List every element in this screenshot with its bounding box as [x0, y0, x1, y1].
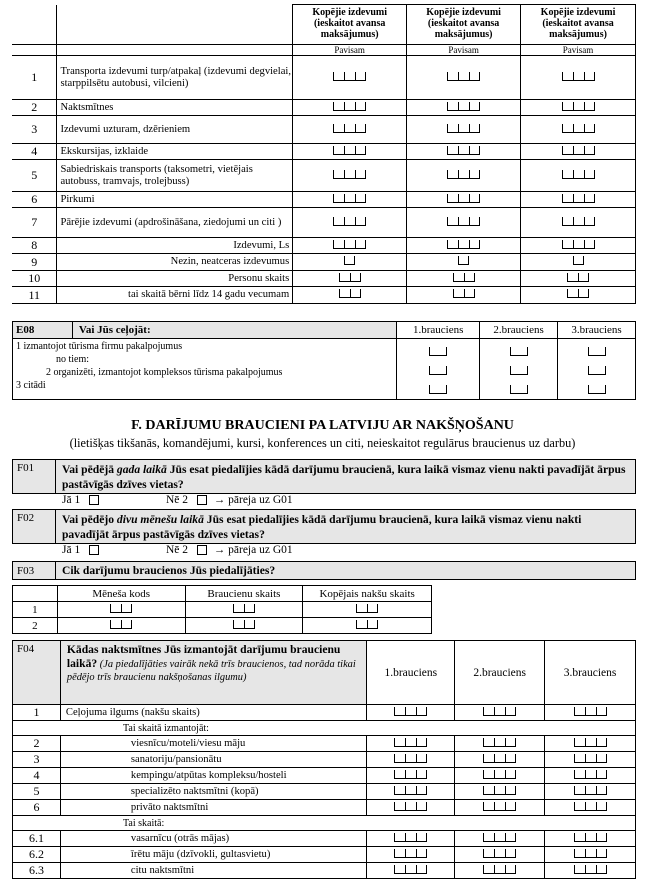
e08-trip-3: 3.brauciens [558, 322, 636, 339]
expense-table [12, 4, 636, 304]
f03-table [12, 585, 432, 634]
amount-input[interactable] [333, 194, 366, 203]
nights-input[interactable] [394, 865, 427, 874]
f04-row-num: 6.2 [13, 847, 61, 863]
amount-input[interactable] [562, 146, 595, 155]
nights-input[interactable] [483, 833, 516, 842]
f01-block [12, 459, 636, 494]
trip-count-input[interactable] [233, 620, 255, 629]
amount-input[interactable] [458, 256, 469, 265]
amount-cell [293, 287, 407, 304]
f04-row [13, 847, 636, 863]
nights-input[interactable] [574, 707, 607, 716]
amount-input[interactable] [562, 124, 595, 133]
nights-input[interactable] [394, 770, 427, 779]
row-label: tai skaitā bērni līdz 14 gadu vecumam [57, 287, 293, 304]
expense-row [12, 144, 636, 160]
row-num: 3 [12, 116, 57, 144]
row-label: Izdevumi, Ls [57, 238, 293, 254]
amount-cell [521, 144, 636, 160]
expense-row [12, 287, 636, 304]
amount-cell [293, 238, 407, 254]
row-label: Personu skaits [57, 271, 293, 287]
col-header-1: Kopējie izdevumi (ieskaitot avansa maksājumus) [293, 5, 407, 45]
row-num: 6 [12, 192, 57, 208]
f04-row [13, 863, 636, 879]
f03-row [13, 602, 432, 618]
amount-cell [521, 208, 636, 238]
amount-cell [407, 238, 521, 254]
row-num: 11 [12, 287, 57, 304]
f04-trip-3: 3.brauciens [545, 641, 636, 705]
f04-row [13, 784, 636, 800]
f01-question: Vai pēdējā gada laikā Jūs esat piedalījies kādā darījumu braucienā, kura laikā vismaz vienu nakti pavadījāt ārpus pastāvīgās dzīves vietas? [55, 460, 635, 494]
e08-box-3-2[interactable] [588, 366, 606, 375]
row-num: 10 [12, 271, 57, 287]
nights-input[interactable] [483, 770, 516, 779]
nights-input[interactable] [483, 849, 516, 858]
amount-input[interactable] [333, 240, 366, 249]
col-sub-2: Pavisam [407, 45, 521, 56]
f04-row-label: sanatoriju/pansionātu [60, 752, 366, 768]
expense-row [12, 208, 636, 238]
row-label: Ekskursijas, izklaide [57, 144, 293, 160]
f04-trip-1: 1.brauciens [367, 641, 455, 705]
f04-trip-2: 2.brauciens [455, 641, 545, 705]
amount-cell [293, 160, 407, 192]
nights-input[interactable] [483, 754, 516, 763]
expense-row [12, 238, 636, 254]
e08-question: Vai Jūs ceļojāt: [72, 322, 396, 339]
amount-input[interactable] [447, 102, 480, 111]
amount-input[interactable] [333, 146, 366, 155]
row-label: Transporta izdevumi turp/atpakaļ (izdevumi degvielai, starppilsētu autobusi, vilcieni) [57, 56, 293, 100]
f01-goto: → pāreja uz G01 [213, 494, 293, 506]
row-label: Pirkumi [57, 192, 293, 208]
amount-input[interactable] [447, 124, 480, 133]
amount-cell [293, 56, 407, 100]
e08-box-3-3[interactable] [588, 385, 606, 394]
nights-input[interactable] [483, 786, 516, 795]
section-f-subtitle: (lietišķas tikšanās, komandējumi, kursi, konferences un citi, neieskaitot regulārus braucienus uz darbu) [69, 436, 576, 450]
row-label: Izdevumi uzturam, dzērieniem [57, 116, 293, 144]
amount-input[interactable] [562, 72, 595, 81]
e08-box-2-1[interactable] [510, 347, 528, 356]
nights-input[interactable] [574, 833, 607, 842]
nights-input[interactable] [574, 849, 607, 858]
amount-cell [407, 192, 521, 208]
f02-code: F02 [13, 510, 56, 544]
f04-row-label: vasarnīcu (otrās mājas) [60, 831, 366, 847]
amount-input[interactable] [339, 289, 361, 298]
section-f-title: F. DARĪJUMU BRAUCIENI PA LATVIJU AR NAKŠŅOŠANU [131, 418, 514, 433]
f04-row-label: specializēto naktsmītni (kopā) [60, 784, 366, 800]
f03-block [12, 561, 636, 580]
amount-cell [521, 238, 636, 254]
expense-row [12, 271, 636, 287]
amount-cell [407, 56, 521, 100]
f03-row-num: 1 [13, 602, 58, 618]
f02-answers [62, 544, 293, 556]
amount-input[interactable] [333, 72, 366, 81]
amount-input[interactable] [562, 170, 595, 179]
e08-opt3: 3 citādi [16, 380, 46, 391]
f01-code: F01 [13, 460, 56, 494]
f04-row [13, 831, 636, 847]
f04-row-label: viesnīcu/moteli/viesu māju [60, 736, 366, 752]
f03-code: F03 [13, 562, 56, 580]
f04-row-num: 4 [13, 768, 61, 784]
blank-corner [12, 5, 57, 45]
trip-count-input[interactable] [233, 604, 255, 613]
e08-box-1-3[interactable] [429, 385, 447, 394]
f01-yes-box[interactable] [89, 495, 99, 505]
row-num: 1 [12, 56, 57, 100]
amount-cell [521, 160, 636, 192]
e08-box-2-3[interactable] [510, 385, 528, 394]
f03-row [13, 618, 432, 634]
f03-question: Cik darījumu braucienos Jūs piedalījāties? [55, 562, 635, 580]
f04-row-num: 6 [13, 800, 61, 816]
amount-cell [407, 271, 521, 287]
f04-row-num: 6.3 [13, 863, 61, 879]
f01-no-box[interactable] [197, 495, 207, 505]
nights-input[interactable] [574, 802, 607, 811]
f04-row-label: Ceļojuma ilgums (nakšu skaits) [60, 705, 366, 721]
col-sub-3: Pavisam [521, 45, 636, 56]
expense-row [12, 160, 636, 192]
f04-row-label: īrētu māju (dzīvokli, gultasvietu) [60, 847, 366, 863]
f01-yes: Jā 1 [62, 494, 81, 506]
amount-input[interactable] [562, 194, 595, 203]
amount-cell [407, 160, 521, 192]
f04-row-label: privāto naktsmītni [60, 800, 366, 816]
f02-block [12, 509, 636, 544]
row-label: Naktsmītnes [57, 100, 293, 116]
amount-input[interactable] [447, 194, 480, 203]
amount-input[interactable] [562, 217, 595, 226]
amount-input[interactable] [562, 102, 595, 111]
amount-cell [293, 192, 407, 208]
amount-input[interactable] [447, 240, 480, 249]
f02-yes: Jā 1 [62, 544, 81, 556]
amount-input[interactable] [573, 256, 584, 265]
f04-row-label: kempingu/atpūtas kompleksu/hosteli [60, 768, 366, 784]
nights-input[interactable] [394, 833, 427, 842]
amount-input[interactable] [567, 289, 589, 298]
f02-yes-box[interactable] [89, 545, 99, 555]
amount-cell [407, 287, 521, 304]
expense-row [12, 254, 636, 271]
nights-input[interactable] [394, 802, 427, 811]
f04-row [13, 736, 636, 752]
f04-question: Kādas naktsmītnes Jūs izmantojāt darījumu braucienu laikā? (Ja piedalījāties vairāk nekā trīs braucienos, tad norāda tikai pēdējo trīs braucienu nakšņošanas ilgumu) [60, 641, 366, 705]
row-label: Pārējie izdevumi (apdrošināšana, ziedojumi un citi ) [57, 208, 293, 238]
e08-table [12, 321, 636, 400]
amount-input[interactable] [453, 273, 475, 282]
row-label: Nezin, neatceras izdevumus [57, 254, 293, 271]
amount-cell [293, 100, 407, 116]
amount-cell [407, 100, 521, 116]
amount-input[interactable] [447, 146, 480, 155]
e08-box-1-1[interactable] [429, 347, 447, 356]
nights-input[interactable] [394, 786, 427, 795]
nights-input[interactable] [394, 707, 427, 716]
f03-col-2: Braucienu skaits [185, 586, 303, 602]
f04-row-num: 6.1 [13, 831, 61, 847]
amount-cell [293, 116, 407, 144]
amount-cell [293, 144, 407, 160]
amount-cell [293, 208, 407, 238]
amount-input[interactable] [344, 256, 355, 265]
f04-row [13, 800, 636, 816]
f04-row-label: citu naktsmītni [60, 863, 366, 879]
month-code-input[interactable] [110, 620, 132, 629]
f02-goto: → pāreja uz G01 [213, 544, 293, 556]
amount-cell [407, 116, 521, 144]
amount-input[interactable] [562, 240, 595, 249]
f03-row-num: 2 [13, 618, 58, 634]
e08-code: E08 [13, 322, 73, 339]
f04-row-num: 2 [13, 736, 61, 752]
e08-opt1: 1 izmantojot tūrisma firmu pakalpojumus [16, 341, 183, 352]
nights-input[interactable] [483, 865, 516, 874]
col-sub-1: Pavisam [293, 45, 407, 56]
f04-row-num: 3 [13, 752, 61, 768]
amount-cell [521, 254, 636, 271]
amount-cell [293, 271, 407, 287]
amount-cell [521, 287, 636, 304]
row-num: 9 [12, 254, 57, 271]
nights-input[interactable] [394, 738, 427, 747]
amount-input[interactable] [447, 217, 480, 226]
nights-count-input[interactable] [356, 620, 378, 629]
amount-input[interactable] [333, 217, 366, 226]
amount-input[interactable] [567, 273, 589, 282]
row-num: 5 [12, 160, 57, 192]
amount-input[interactable] [447, 170, 480, 179]
col-header-2: Kopējie izdevumi (ieskaitot avansa maksājumus) [407, 5, 521, 45]
e08-col-3 [558, 339, 636, 400]
nights-input[interactable] [394, 849, 427, 858]
amount-input[interactable] [333, 124, 366, 133]
e08-box-1-2[interactable] [429, 366, 447, 375]
month-code-input[interactable] [110, 604, 132, 613]
amount-cell [521, 100, 636, 116]
e08-col-1 [397, 339, 480, 400]
amount-cell [521, 116, 636, 144]
row-num: 8 [12, 238, 57, 254]
amount-cell [521, 56, 636, 100]
f04-row [13, 705, 636, 721]
amount-input[interactable] [453, 289, 475, 298]
nights-input[interactable] [483, 802, 516, 811]
col-header-3: Kopējie izdevumi (ieskaitot avansa maksājumus) [521, 5, 636, 45]
amount-cell [521, 192, 636, 208]
e08-col-2 [480, 339, 558, 400]
f02-no-box[interactable] [197, 545, 207, 555]
row-num: 4 [12, 144, 57, 160]
e08-box-3-1[interactable] [588, 347, 606, 356]
amount-cell [521, 271, 636, 287]
nights-input[interactable] [483, 707, 516, 716]
e08-opt1b: no tiem: [56, 354, 90, 365]
nights-input[interactable] [574, 754, 607, 763]
nights-count-input[interactable] [356, 604, 378, 613]
nights-input[interactable] [574, 865, 607, 874]
e08-trip-2: 2.brauciens [480, 322, 558, 339]
nights-input[interactable] [574, 770, 607, 779]
f04-row [13, 768, 636, 784]
expense-row [12, 56, 636, 100]
e08-opt2: 2 organizēti, izmantojot kompleksos tūrisma pakalpojumus [46, 367, 283, 378]
nights-input[interactable] [394, 754, 427, 763]
f04-code: F04 [13, 641, 61, 705]
f04-subheading: Tai skaitā: [13, 816, 636, 831]
expense-row [12, 116, 636, 144]
row-num: 2 [12, 100, 57, 116]
e08-options [13, 339, 397, 400]
amount-input[interactable] [333, 170, 366, 179]
amount-cell [407, 208, 521, 238]
f02-question: Vai pēdējo divu mēnešu laikā Jūs esat piedalījies kādā darījumu braucienā, kura laikā vismaz vienu nakti pavadījāt ārpus pastāvīgās dzīves vietas? [55, 510, 635, 544]
amount-input[interactable] [333, 102, 366, 111]
f01-answers [62, 494, 293, 506]
row-num: 7 [12, 208, 57, 238]
nights-input[interactable] [574, 738, 607, 747]
f04-subheading: Tai skaitā izmantojāt: [13, 721, 636, 736]
f01-no: Nē 2 [165, 494, 189, 506]
e08-box-2-2[interactable] [510, 366, 528, 375]
amount-input[interactable] [339, 273, 361, 282]
f03-col-3: Kopējais nakšu skaits [303, 586, 432, 602]
expense-row [12, 100, 636, 116]
blank-header [57, 5, 293, 45]
f04-row-num: 1 [13, 705, 61, 721]
row-label: Sabiedriskais transports (taksometri, vietējais autobuss, tramvajs, trolejbuss) [57, 160, 293, 192]
nights-input[interactable] [483, 738, 516, 747]
f04-row-num: 5 [13, 784, 61, 800]
e08-trip-1: 1.brauciens [397, 322, 480, 339]
f02-no: Nē 2 [165, 544, 189, 556]
amount-cell [407, 144, 521, 160]
f04-table [12, 640, 636, 879]
expense-row [12, 192, 636, 208]
amount-cell [407, 254, 521, 271]
f04-row [13, 752, 636, 768]
f03-col-1: Mēneša kods [57, 586, 185, 602]
amount-input[interactable] [447, 72, 480, 81]
amount-cell [293, 254, 407, 271]
nights-input[interactable] [574, 786, 607, 795]
